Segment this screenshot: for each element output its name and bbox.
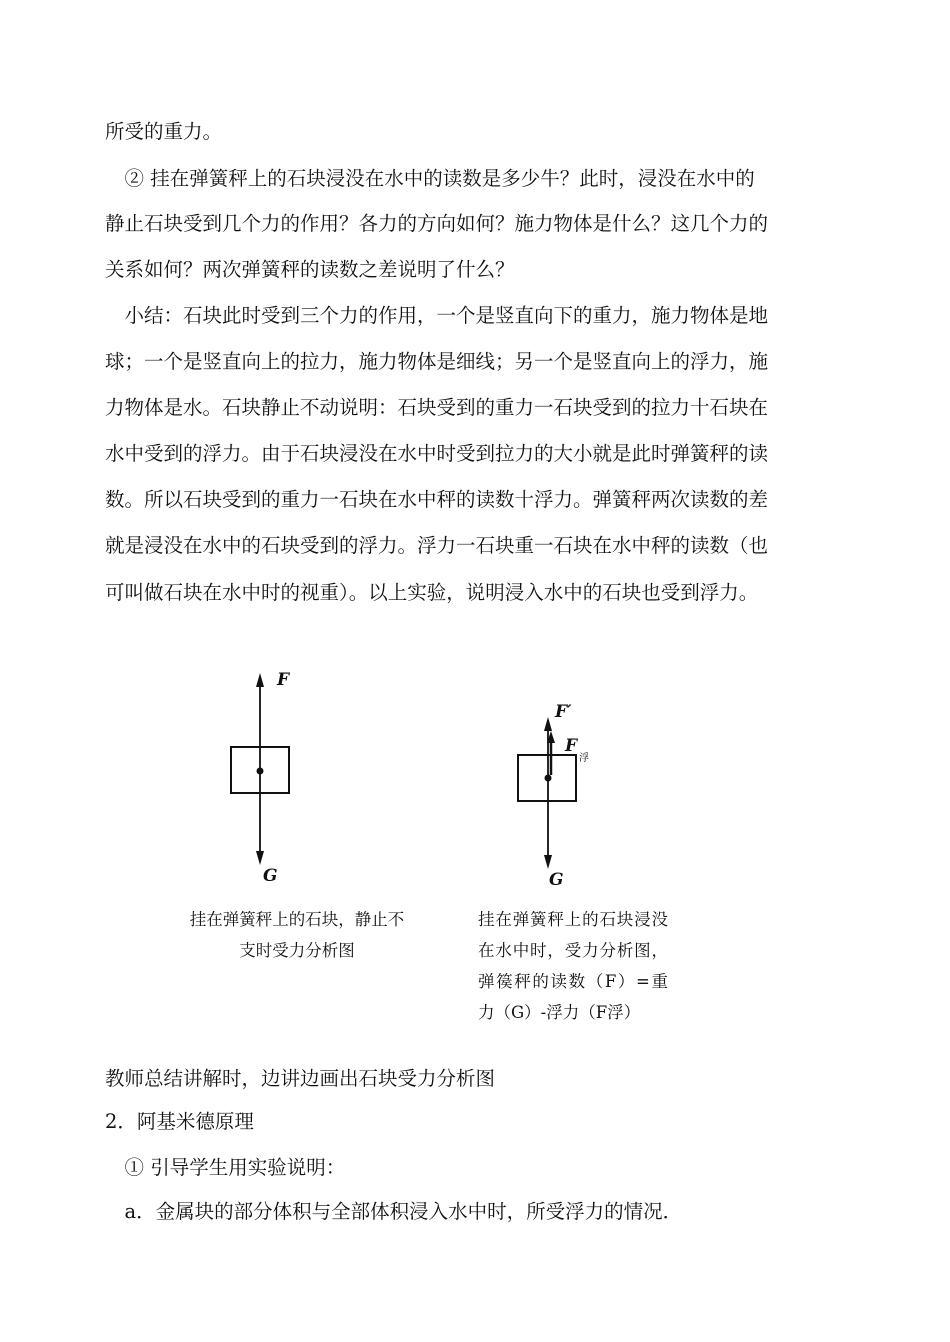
force-label-f-prime: F′ xyxy=(555,702,572,722)
text-line: ① 引导学生用实验说明： xyxy=(105,1156,346,1179)
arrow-down-icon xyxy=(256,851,264,865)
text-line: 数。所以石块受到的重力一石块在水中秤的读数十浮力。弹簧秤两次读数的差 xyxy=(105,488,769,511)
text-line: 可叫做石块在水中时的视重）。以上实验，说明浸入水中的石块也受到浮力。 xyxy=(105,581,759,604)
arrow-up-icon xyxy=(256,673,264,687)
text-line: 2．阿基米德原理 xyxy=(105,1110,254,1133)
force-label-g: G xyxy=(549,870,564,890)
force-diagram-static xyxy=(215,665,315,895)
text-line: 水中受到的浮力。由于石块浸没在水中时受到拉力的大小就是此时弹簧秤的读 xyxy=(105,442,769,465)
figure-caption-right: 挂在弹簧秤上的石块浸没在水中时，受力分析图，弹篌秤的读数（F）=重力（G）-浮力（F浮） xyxy=(478,910,668,1022)
arrow-down-icon xyxy=(544,855,552,869)
text-line: 小结：石块此时受到三个力的作用，一个是竖直向下的重力，施力物体是地 xyxy=(105,304,769,327)
text-line: 所受的重力。 xyxy=(105,120,223,143)
text-line: 球；一个是竖直向上的拉力，施力物体是细线；另一个是竖直向上的浮力，施 xyxy=(105,350,769,373)
text-line: 关系如何？两次弹簧秤的读数之差说明了什么？ xyxy=(105,258,515,281)
arrow-up-icon xyxy=(544,717,552,731)
text-line: 力物体是水。石块静止不动说明：石块受到的重力一石块受到的拉力十石块在 xyxy=(105,396,769,419)
text-line: ② 挂在弹簧秤上的石块浸没在水中的读数是多少牛？此时，浸没在水中的 xyxy=(105,167,755,190)
text-line: 静止石块受到几个力的作用？各力的方向如何？施力物体是什么？这几个力的 xyxy=(105,212,769,235)
force-label-f: F xyxy=(277,670,290,690)
force-label-g: G xyxy=(263,866,278,886)
figure-caption-left: 挂在弹簧秤上的石块，静止不支时受力分析图 xyxy=(189,910,405,960)
text-line: 就是浸没在水中的石块受到的浮力。浮力一石块重一石块在水中秤的读数（也 xyxy=(105,534,769,557)
force-diagram-immersed xyxy=(505,695,615,895)
text-line: 教师总结讲解时，边讲边画出石块受力分析图 xyxy=(105,1067,496,1090)
text-line: a．金属块的部分体积与全部体积浸入水中时，所受浮力的情况． xyxy=(105,1200,683,1223)
force-label-sub: 浮 xyxy=(579,753,589,764)
force-label-f-buoyancy: F xyxy=(565,736,578,756)
